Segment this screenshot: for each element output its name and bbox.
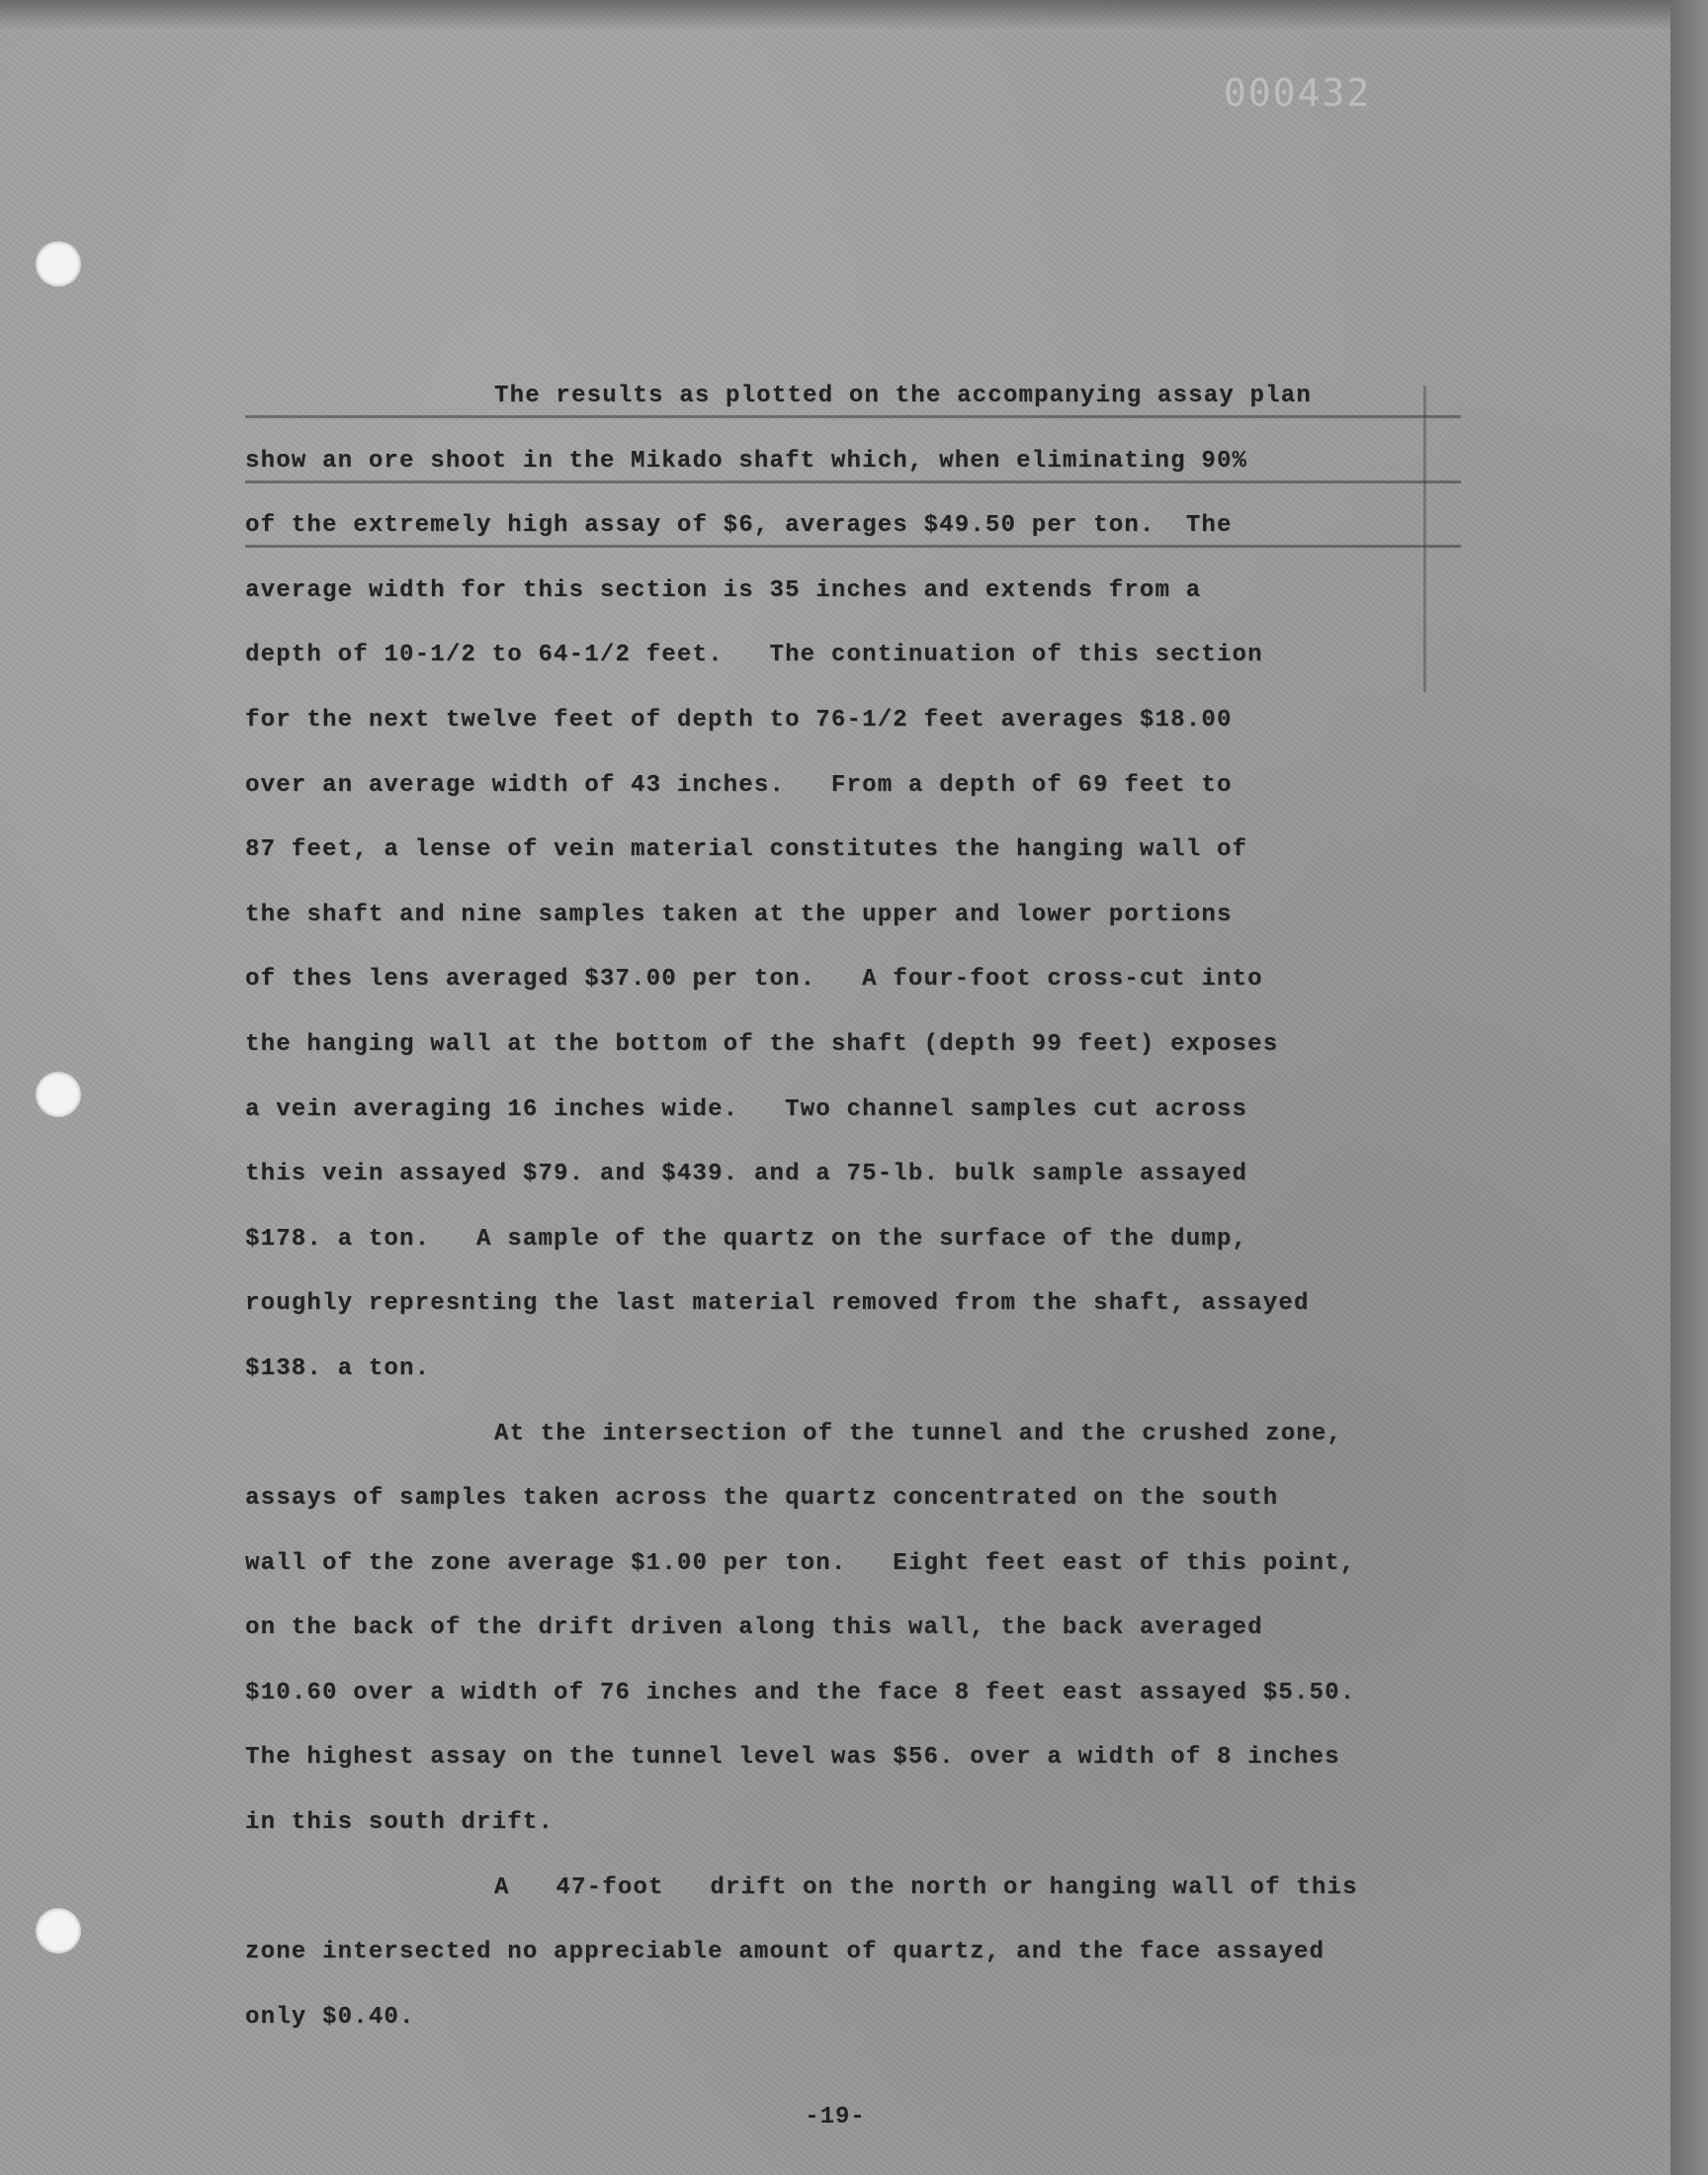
text-line: the hanging wall at the bottom of the shaft (depth 99 feet) exposes [245,1030,1279,1058]
punch-hole-top [36,241,81,287]
text-line: The highest assay on the tunnel level was $56. over a width of 8 inches [245,1744,1340,1772]
text-line: zone intersected no appreciable amount of quartz, and the face assayed [245,1939,1325,1966]
text-line: A 47-foot drift on the north or hanging wall of this [494,1873,1358,1901]
text-line: $138. a ton. [245,1354,431,1382]
punch-hole-middle [36,1072,81,1117]
text-line: $10.60 over a width of 76 inches and the face 8 feet east assayed $5.50. [245,1679,1356,1706]
text-line: in this south drift. [245,1809,555,1837]
page-number: -19- [805,2104,866,2131]
paragraph-2 [245,1402,1461,1856]
text-line: only $0.40. [245,2003,415,2031]
text-line: 87 feet, a lense of vein material constitutes the hanging wall of [245,836,1248,864]
text-line: for the next twelve feet of depth to 76-1/2 feet averages $18.00 [245,706,1233,734]
text-line: wall of the zone average $1.00 per ton. Eight feet east of this point, [245,1549,1356,1577]
text-line: the shaft and nine samples taken at the upper and lower portions [245,901,1233,928]
paragraph-1 [245,364,1461,1402]
text-line: on the back of the drift driven along this wall, the back averaged [245,1614,1263,1642]
text-line: show an ore shoot in the Mikado shaft which, when eliminating 90% [245,429,1461,494]
top-shadow [0,0,1670,30]
text-line: this vein assayed $79. and $439. and a 75-lb. bulk sample assayed [245,1161,1248,1188]
text-line: roughly represnting the last material removed from the shaft, assayed [245,1290,1310,1318]
text-line: The results as plotted on the accompanying assay plan [245,364,1461,429]
body-text [245,364,1461,2049]
text-line: At the intersection of the tunnel and the crushed zone, [494,1420,1343,1447]
document-stamp: 000432 [1224,71,1372,115]
text-line: of thes lens averaged $37.00 per ton. A four-foot cross-cut into [245,966,1263,994]
page-edge-shadow [1670,0,1708,2175]
text-line: $178. a ton. A sample of the quartz on the surface of the dump, [245,1225,1248,1253]
text-line: assays of samples taken across the quartz concentrated on the south [245,1485,1279,1513]
paragraph-3 [245,1856,1461,2050]
punch-hole-bottom [36,1908,81,1954]
text-line: depth of 10-1/2 to 64-1/2 feet. The continuation of this section [245,642,1263,669]
text-line: over an average width of 43 inches. From a depth of 69 feet to [245,771,1233,799]
text-line: a vein averaging 16 inches wide. Two channel samples cut across [245,1095,1248,1123]
text-line: of the extremely high assay of $6, averages $49.50 per ton. The [245,493,1461,559]
text-line: average width for this section is 35 inches and extends from a [245,576,1202,604]
